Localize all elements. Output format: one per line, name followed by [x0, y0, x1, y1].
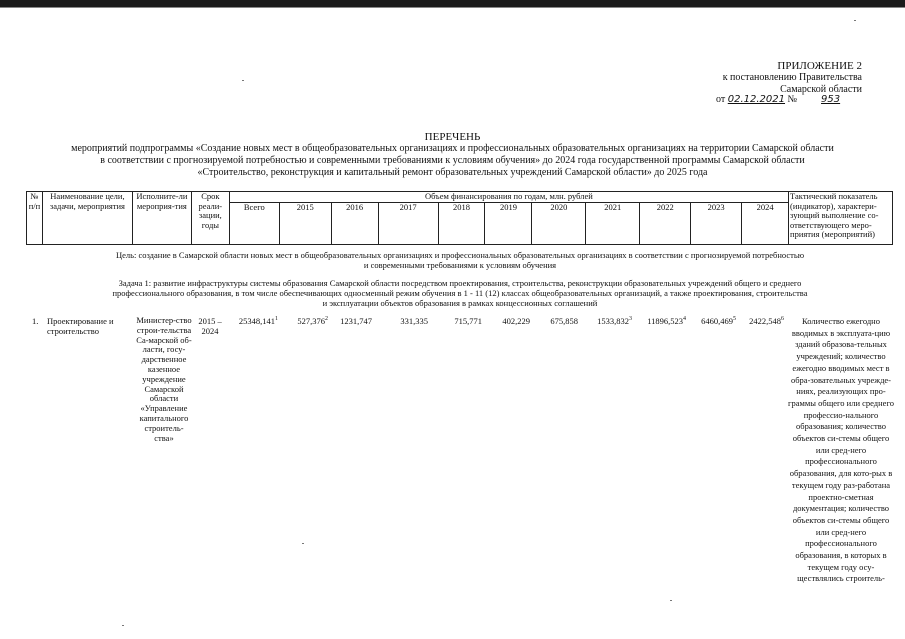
value-2021: 1533,832$^3$: [597, 316, 632, 326]
from-label: от: [716, 94, 726, 105]
document-subtitle: [0, 143, 905, 179]
value-2018: 715,771: [454, 316, 482, 326]
scan-speck: [854, 20, 856, 21]
goal-line2: и современными требованиями к условиям обучения: [363, 260, 557, 270]
document-title: ПЕРЕЧЕНЬ: [424, 131, 481, 143]
subtitle-line1: мероприятий подпрограммы «Создание новых мест в общеобразовательных организациях и профессиональных образовательных организациях на территории Самарской области: [71, 143, 834, 154]
header-num: № п/п: [27, 192, 43, 245]
value-2022: 11896,523$^4$: [647, 316, 686, 326]
table-header: [26, 191, 893, 245]
task-line2: профессионального образования, в том числе обеспечивающих односменный режим обучения в 1 - 11 (12) классах общеобразовательных организаций, а также проектирования, строительства: [112, 288, 808, 298]
value-2020: 675,858: [550, 316, 578, 326]
value-2023: 6460,469$^5$: [701, 316, 736, 326]
header-name: Наименование цели, задачи, мероприятия: [42, 192, 132, 245]
resolution-reference: [716, 94, 862, 105]
value-2019: 402,229: [502, 316, 530, 326]
subtitle-line3: «Строительство, реконструкция и капитальный ремонт образовательных учреждений Самарской области» до 2025 года: [197, 167, 708, 178]
scan-top-border: [0, 0, 905, 7]
appendix-block: [723, 60, 862, 96]
goal-text: [60, 250, 860, 270]
header-year: 2015: [279, 203, 331, 245]
scan-top-border-shadow: [0, 7, 905, 8]
scan-speck: [242, 80, 244, 81]
task-line3: и эксплуатации объектов образования в рамках концессионных соглашений: [322, 298, 598, 308]
scan-speck: [302, 543, 304, 544]
value-2015: 527,376$^2$: [297, 316, 328, 326]
header-year: 2023: [691, 203, 742, 245]
header-year: 2020: [532, 203, 586, 245]
appendix-line1: к постановлению Правительства: [722, 72, 862, 83]
task-text: [40, 278, 880, 308]
header-year: 2017: [378, 203, 438, 245]
row-name: Проектирование и строительство: [47, 316, 114, 336]
header-total: Всего: [229, 203, 279, 245]
handwritten-number: 953: [821, 94, 841, 105]
header-financing: Объем финансирования по годам, млн. рублей: [229, 192, 788, 203]
subtitle-line2: в соответствии с прогнозируемой потребностью и современными требованиями к условиям обучения» до 2024 года государственной программы Самарской области: [100, 155, 805, 166]
scan-speck: [670, 600, 672, 601]
row-term: 2015 – 2024: [198, 316, 222, 336]
appendix-title: ПРИЛОЖЕНИЕ 2: [777, 60, 862, 72]
header-year: 2022: [640, 203, 691, 245]
header-term: Срок реали-зации, годы: [191, 192, 229, 245]
task-line1: Задача 1: развитие инфраструктуры системы образования Самарской области посредством проектирования, строительства, реконструкции образовательных учреждений общего и среднего: [118, 278, 802, 288]
scan-speck: [122, 625, 124, 626]
header-executors: Исполните-ли мероприя-тия: [132, 192, 191, 245]
value-2016: 1231,747: [340, 316, 372, 326]
row-indicator: Количество ежегодно вводимых в эксплуата-цию зданий образова-тельных учреждений; количество ежегодно вводимых мест в обра-зовательных учрежде-ниях, реализующих про-граммы общего или среднего профессио-нального образования; количество объектов си-стемы общего или сред-него профессионального образования, для кото-рых в текущем году раз-работана проектно-сметная документация; количество объектов си-стемы общего или сред-него профессионального образования, в которых в текущем году осу-ществлялись строитель-: [788, 316, 894, 584]
value-2017: 331,335: [400, 316, 428, 326]
appendix-line2: Самарской области: [780, 84, 862, 95]
header-year: 2018: [438, 203, 485, 245]
header-indicator: Тактический показатель (индикатор), характери-зующий выполнение со-ответствующего меро-приятия (мероприятий): [789, 192, 893, 245]
value-total: 25348,141$^1$: [238, 316, 278, 326]
row-number: 1.: [32, 316, 39, 326]
handwritten-date: 02.12.2021: [727, 94, 786, 105]
header-year: 2024: [742, 203, 789, 245]
value-2024: 2422,548$^6$: [749, 316, 784, 326]
header-year: 2019: [485, 203, 532, 245]
header-year: 2021: [586, 203, 640, 245]
header-year: 2016: [331, 203, 378, 245]
row-executors: Министер-ство строи-тельства Са-марской об-ласти, госу-дарственное казенное учреждение Самарской области «Управление капитального строитель-ства»: [136, 315, 192, 443]
goal-line1: Цель: создание в Самарской области новых мест в общеобразовательных организациях и профессиональных образовательных организациях в соответствии с прогнозируемой потребностью: [115, 250, 805, 260]
number-label: №: [787, 94, 798, 105]
